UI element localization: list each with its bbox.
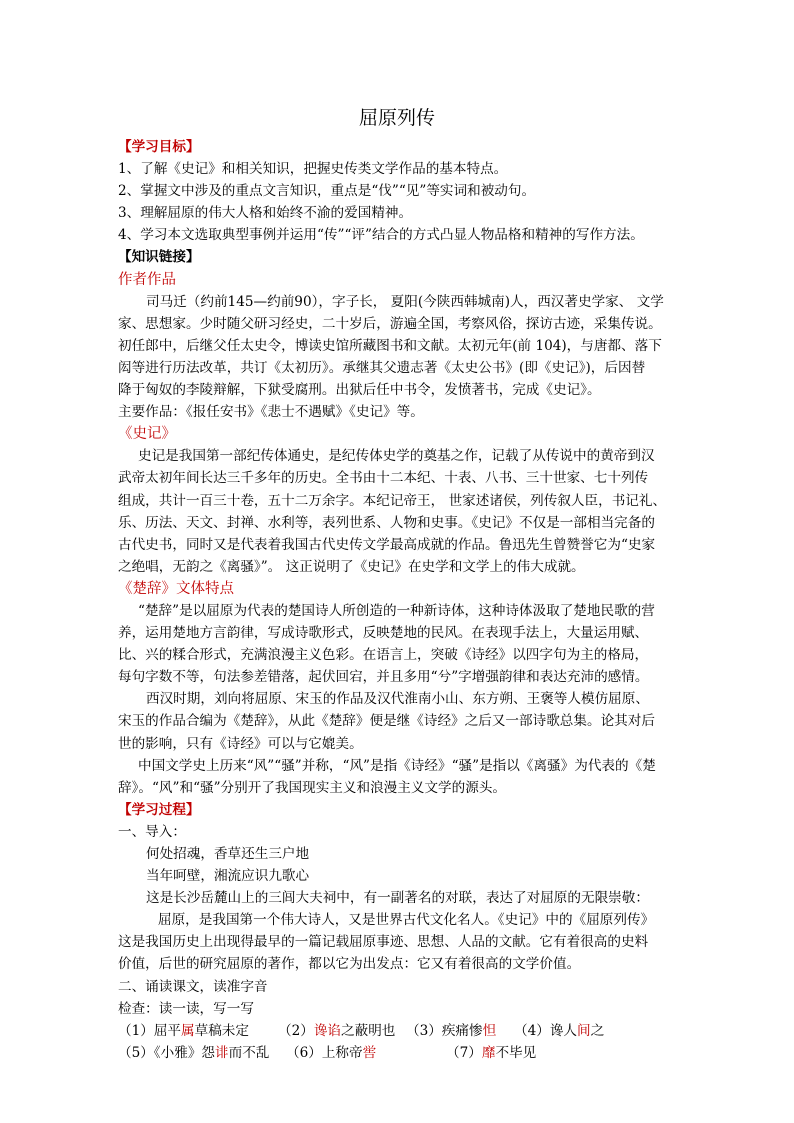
couplet-line: 何处招魂，香草还生三户地 <box>146 846 310 862</box>
drill-item: （5）《小雅》怨诽而不乱 <box>118 1044 270 1061</box>
goal-item: 3、理解屈原的伟大人格和始终不渝的爱国精神。 <box>118 205 413 222</box>
part-title-reading: 二、诵读课文，读准字音 <box>118 978 268 995</box>
shiji-line: 武帝太初年间长达三千多年的历史。全书由十二本纪、十表、八书、三十世家、七十列传 <box>118 470 649 487</box>
shiji-line: 古代史书，同时又是代表着我国古代史传文学最高成就的作品。鲁迅先生曾赞誉它为“史家 <box>118 536 656 553</box>
author-line: 司马迁（约前145—约前90），字子长， 夏阳(今陕西韩城南)人，西汉著史学家、 文学 <box>146 293 664 310</box>
drill-row <box>118 1042 678 1064</box>
drill-row <box>118 1020 678 1042</box>
shiji-line: 史记是我国第一部纪传体通史，是纪传体史学的奠基之作，记载了从传说中的黄帝到汉 <box>138 448 655 465</box>
section-heading-knowledge: 【知识链接】 <box>118 249 200 266</box>
chuci-line: 每句字数不等，句法参差错落，起伏回宕，并且多用“兮”字增强韵律和表达充沛的感情。 <box>118 669 649 686</box>
intro-line: 这是长沙岳麓山上的三闾大夫祠中，有一副著名的对联，表达了对屈原的无限崇敬： <box>146 890 649 907</box>
intro-para-line: 这是我国历史上出现得最早的一篇记载屈原事迹、思想、人品的文献。它有着很高的史料 <box>118 934 649 951</box>
part-title-intro: 一、导入： <box>118 823 186 840</box>
author-line: 降于匈奴的李陵辩解，下狱受腐刑。出狱后任中书令，发愤著书，完成《史记》。 <box>118 382 601 399</box>
chuci-line: “楚辞”是以屈原为代表的楚国诗人所创造的一种新诗体，这种诗体汲取了楚地民歌的营 <box>138 602 655 619</box>
subheading-chuci: 《楚辞》文体特点 <box>118 580 234 597</box>
document-body <box>118 136 678 1064</box>
goal-item: 4、学习本文选取典型事例并运用“传”“评”结合的方式凸显人物品格和精神的写作方法。 <box>118 227 644 244</box>
check-line: 检查：读一读，写一写 <box>118 1000 254 1017</box>
drill-item: （3）疾痛惨怛 <box>406 1022 497 1039</box>
shiji-line: 乐、历法、天文、封禅、水利等，表列世系、人物和史事。《史记》不仅是一部相当完备的 <box>118 514 655 531</box>
drill-item: （4）谗人间之 <box>514 1022 605 1039</box>
author-line: 闳等进行历法改革，共订《太初历》。承继其父遗志著《太史公书》(即《史记》)，后因替 <box>118 359 646 376</box>
shiji-line: 之绝唱，无韵之《离骚》”。 这正说明了《史记》在史学和文学上的伟大成就。 <box>118 558 585 575</box>
chuci-line: 比、兴的糅合形式，充满浪漫主义色彩。在语言上，突破《诗经》以四字句为主的格局， <box>118 647 649 664</box>
section-heading-goals: 【学习目标】 <box>118 139 200 155</box>
subheading-author: 作者作品 <box>118 271 176 288</box>
chuci-line: 辞》。“风”和“骚”分别开了我国现实主义和浪漫主义文学的源头。 <box>118 779 507 796</box>
goal-item: 1、了解《史记》和相关知识，把握史传类文学作品的基本特点。 <box>118 161 508 178</box>
chuci-line: 世的影响，只有《诗经》可以与它媲美。 <box>118 735 363 752</box>
drill-item: （2）谗谄之蔽明也 <box>278 1022 396 1039</box>
drill-item: （6）上称帝喾 <box>286 1044 377 1061</box>
drill-item: （7）靡不毕见 <box>446 1044 537 1061</box>
intro-para-line: 价值，后世的研究屈原的著作，都以它为出发点：它又有着很高的文学价值。 <box>118 956 581 973</box>
chuci-line: 中国文学史上历来“风”“骚”并称，“风”是指《诗经》“骚”是指以《离骚》为代表的《楚 <box>138 757 656 774</box>
main-works: 主要作品：《报任安书》《悲士不遇赋》《史记》等。 <box>118 404 424 421</box>
author-line: 初任郎中，后继父任太史令，博读史馆所藏图书和文献。太初元年(前 104)，与唐都、落下 <box>118 337 662 354</box>
drill-item: （1）屈平属草稿未定 <box>118 1022 249 1039</box>
chuci-line: 宋玉的作品合编为《楚辞》，从此《楚辞》便是继《诗经》之后又一部诗歌总集。论其对后 <box>118 713 655 730</box>
chuci-line: 西汉时期，刘向将屈原、宋玉的作品及汉代淮南小山、东方朔、王褒等人模仿屈原、 <box>146 691 649 708</box>
chuci-line: 养，运用楚地方言韵律，写成诗歌形式，反映楚地的民风。在表现手法上，大量运用赋、 <box>118 625 649 642</box>
goal-item: 2、掌握文中涉及的重点文言知识，重点是“伐”“见”等实词和被动句。 <box>118 183 536 200</box>
shiji-line: 组成，共计一百三十卷，五十二万余字。本纪记帝王， 世家述诸侯，列传叙人臣，书记礼、 <box>118 492 667 509</box>
author-line: 家、思想家。少时随父研习经史，二十岁后，游遍全国，考察风俗，探访古迹，采集传说。 <box>118 315 662 332</box>
intro-para-line: 屈原，是我国第一个伟大诗人，又是世界古代文化名人。《史记》中的《屈原列传》 <box>158 912 655 929</box>
subheading-shiji: 《史记》 <box>118 426 176 443</box>
section-heading-process: 【学习过程】 <box>118 801 200 818</box>
page-title: 屈原列传 <box>358 107 435 129</box>
couplet-line: 当年呵壁，湘流应识九歌心 <box>146 868 310 885</box>
